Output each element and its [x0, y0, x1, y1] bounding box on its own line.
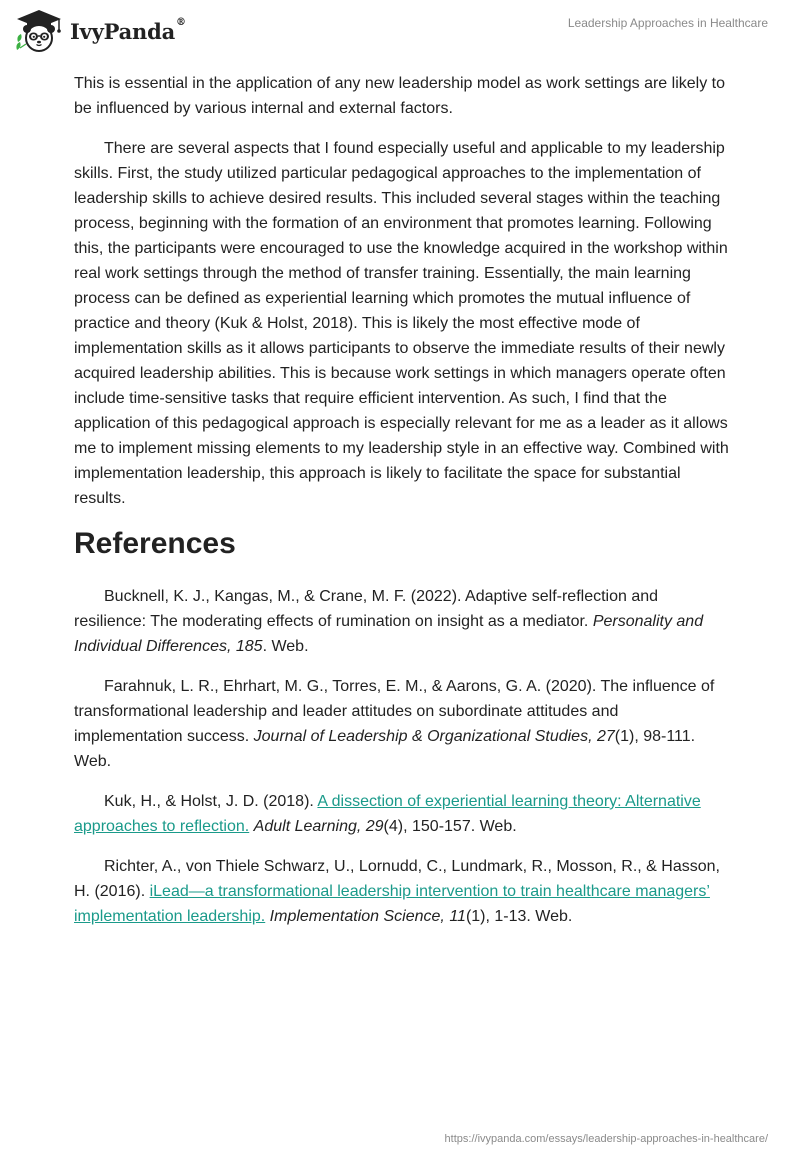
panda-graduate-icon	[14, 8, 64, 54]
essay-content	[74, 71, 730, 944]
source-url: https://ivypanda.com/essays/leadership-approaches-in-healthcare/	[444, 1133, 768, 1145]
reference-link[interactable]: A dissection of experiential learning theory: Alternative approaches to reflection.	[74, 793, 701, 835]
reference-item: Farahnuk, L. R., Ehrhart, M. G., Torres, E. M., & Aarons, G. A. (2020). The influence of transformational leadership and leader attitudes on subordinate attitudes and implementation success. Journal of Leadership & Organizational Studies, 27(1), 98-111. Web.	[74, 678, 715, 770]
body-paragraph-1: This is essential in the application of any new leadership model as work settings are likely to be influenced by various internal and external factors.	[74, 75, 725, 117]
references-heading: References	[74, 527, 236, 560]
document-title: Leadership Approaches in Healthcare	[567, 16, 768, 30]
page-header	[0, 0, 800, 60]
body-paragraph-2: There are several aspects that I found especially useful and applicable to my leadership skills. First, the study utilized particular pedagogical approaches to the implementation of leadership skills to achieve desired results. This included several stages within the teaching process, beginning with the formation of an environment that promotes learning. Following this, the participants were encouraged to use the knowledge acquired in the workshop within real work settings through the method of transfer training. Essentially, the main learning process can be defined as experiential learning which promotes the mutual influence of practice and theory (Kuk & Holst, 2018). This is likely the most effective mode of implementation skills as it allows participants to observe the immediate results of their newly acquired leadership abilities. This is because work settings in which managers operate often include time-sensitive tasks that require efficient intervention. As such, I find that the application of this pedagogical approach is especially relevant for me as a leader as it allows me to implement missing elements to my leadership style in an effective way. Combined with implementation leadership, this approach is likely to facilitate the space for substantial results.	[74, 140, 729, 507]
brand-name: IvyPanda®	[70, 16, 186, 44]
reference-item: Bucknell, K. J., Kangas, M., & Crane, M. F. (2022). Adaptive self-reflection and resilience: The moderating effects of rumination on insight as a mediator. Personality and Individual Differences, 185. Web.	[74, 588, 704, 655]
reference-link[interactable]: iLead—a transformational leadership intervention to train healthcare managers’ implementation leadership.	[74, 883, 710, 925]
reference-item: Richter, A., von Thiele Schwarz, U., Lornudd, C., Lundmark, R., Mosson, R., & Hasson, H. (2016). iLead—a transformational leadership intervention to train healthcare managers’ implementation leadership. Implementation Science, 11(1), 1-13. Web.	[74, 858, 720, 925]
reference-item: Kuk, H., & Holst, J. D. (2018). A dissection of experiential learning theory: Alternative approaches to reflection. Adult Learning, 29(4), 150-157. Web.	[74, 793, 701, 835]
ivypanda-logo[interactable]	[14, 8, 186, 54]
